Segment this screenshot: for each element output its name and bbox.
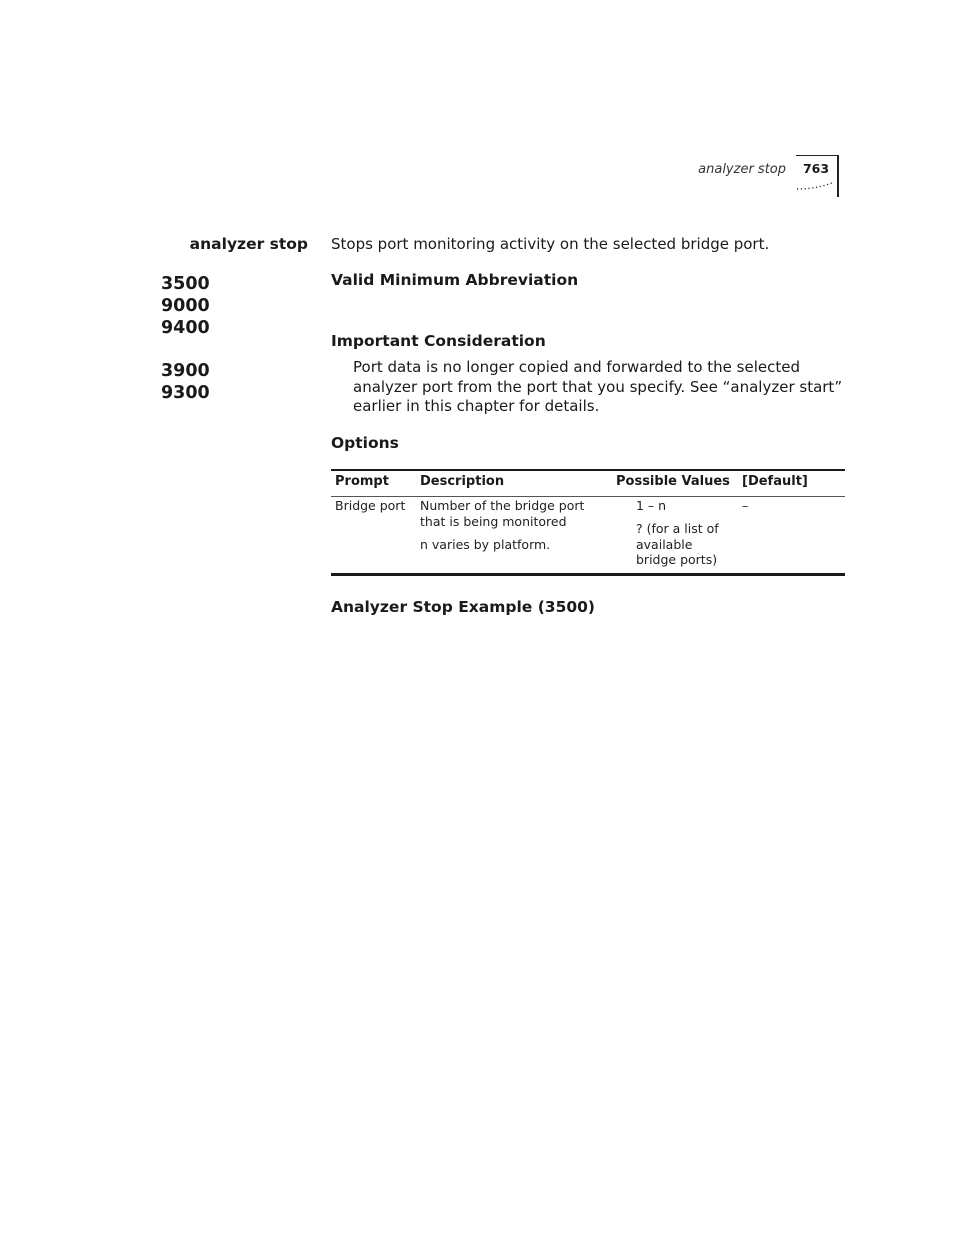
- command-name: analyzer stop: [189, 235, 308, 253]
- platform-label: 9300: [161, 383, 210, 403]
- table-header-prompt: Prompt: [335, 474, 389, 489]
- table-cell-description-note: n varies by platform.: [420, 537, 551, 552]
- running-title: analyzer stop: [698, 162, 786, 177]
- table-header-rule: [331, 496, 845, 497]
- page-number: 763: [802, 161, 830, 176]
- platform-label: 9000: [161, 296, 210, 316]
- heading-example: Analyzer Stop Example (3500): [331, 598, 596, 616]
- platform-list: [161, 273, 210, 404]
- page-tab-top-rule: [796, 155, 838, 156]
- table-top-rule: [331, 469, 845, 471]
- platform-label: 9400: [161, 318, 210, 338]
- table-bottom-rule: [331, 573, 845, 576]
- important-consideration-text: Port data is no longer copied and forwarded to the selected analyzer port from the port that you specify. See “analyzer start” earlier in this chapter for details.: [353, 358, 843, 415]
- table-cell-prompt: Bridge port: [335, 498, 406, 513]
- heading-options: Options: [331, 434, 399, 452]
- page-tab-dotted-curve-icon: [796, 181, 838, 191]
- table-header-default: [Default]: [742, 474, 808, 489]
- platform-label: 3500: [161, 274, 210, 294]
- table-cell-default: –: [742, 498, 749, 513]
- command-summary: Stops port monitoring activity on the selected bridge port.: [331, 235, 770, 253]
- platform-label: 3900: [161, 361, 210, 381]
- table-cell-value: 1 – n: [636, 498, 667, 513]
- heading-important-consideration: Important Consideration: [331, 332, 546, 350]
- table-cell-description: Number of the bridge port that is being monitored: [420, 498, 585, 529]
- heading-valid-minimum-abbreviation: Valid Minimum Abbreviation: [331, 271, 579, 289]
- table-header-description: Description: [420, 474, 505, 489]
- table-header-possible-values: Possible Values: [616, 474, 730, 489]
- table-cell-value: ? (for a list of available bridge ports): [636, 521, 719, 567]
